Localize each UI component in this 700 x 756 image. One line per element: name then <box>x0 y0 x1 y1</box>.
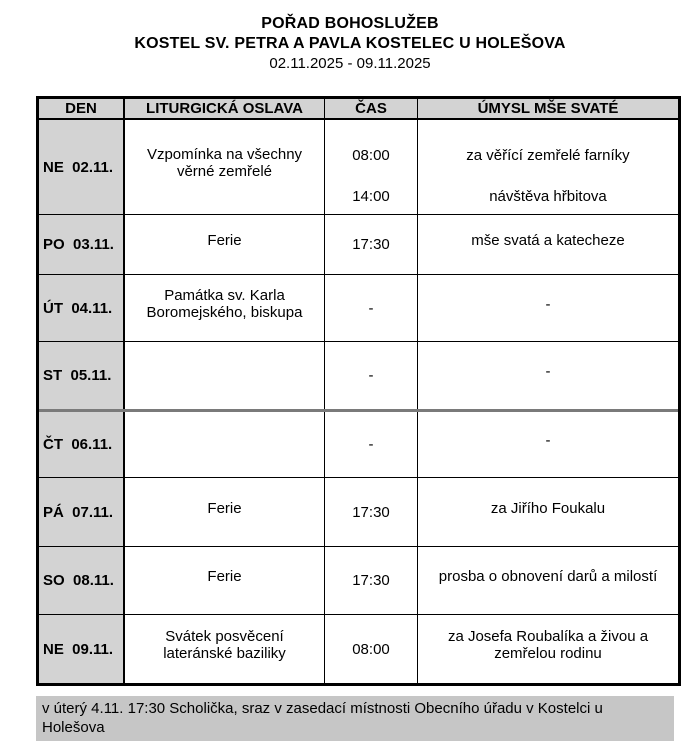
celebration-cell: Svátek posvěcení lateránské baziliky <box>125 615 325 683</box>
table-header-row <box>39 99 678 120</box>
date-range: 02.11.2025 - 09.11.2025 <box>269 55 431 72</box>
celebration-cell: Ferie <box>125 478 325 546</box>
day-cell: NE 02.11. <box>39 120 125 214</box>
time-cell <box>325 120 418 214</box>
intention-entry: návštěva hřbitova <box>489 188 607 205</box>
intention-cell: mše svatá a katecheze <box>471 232 625 249</box>
intention-cell: - <box>545 363 551 380</box>
table-row-sunday-09 <box>39 614 678 683</box>
celebration-cell: Vzpomínka na všechny věrné zemřelé <box>125 120 325 214</box>
time-cell: 08:00 <box>325 615 418 683</box>
column-header-intention: ÚMYSL MŠE SVATÉ <box>477 100 619 117</box>
table-row-sunday-02 <box>39 120 678 214</box>
celebration-cell <box>125 412 325 477</box>
time-cell: - <box>325 412 418 477</box>
celebration-cell <box>125 342 325 409</box>
column-header-time: ČAS <box>325 99 418 118</box>
church-name: KOSTEL SV. PETRA A PAVLA KOSTELEC U HOLEŠOVA <box>134 35 566 52</box>
day-cell: ST 05.11. <box>39 342 125 409</box>
table-row-friday-07 <box>39 477 678 546</box>
day-cell: PO 03.11. <box>39 215 125 274</box>
table-row-wednesday-05 <box>39 341 678 409</box>
time-stack <box>344 120 398 205</box>
day-cell: ČT 06.11. <box>39 412 125 477</box>
day-cell: PÁ 07.11. <box>39 478 125 546</box>
table-row-thursday-06 <box>39 409 678 477</box>
celebration-cell: Ferie <box>125 547 325 614</box>
celebration-cell: Památka sv. Karla Boromejského, biskupa <box>125 275 325 341</box>
intention-entry: za věřící zemřelé farníky <box>466 147 630 164</box>
schedule-table <box>36 96 681 686</box>
time-cell: - <box>325 342 418 409</box>
time-cell: - <box>325 275 418 341</box>
intention-stack <box>458 120 637 205</box>
table-row-tuesday-04 <box>39 274 678 341</box>
table-row-monday-03 <box>39 214 678 274</box>
column-header-day: DEN <box>39 99 125 118</box>
intention-cell: prosba o obnovení darů a milostí <box>438 568 658 585</box>
time-entry: 14:00 <box>352 188 390 205</box>
day-cell: ÚT 04.11. <box>39 275 125 341</box>
time-entry: 08:00 <box>352 147 390 164</box>
footer-note: v úterý 4.11. 17:30 Scholička, sraz v zasedací místnosti Obecního úřadu v Kostelci u Holešova <box>36 696 674 741</box>
day-cell: SO 08.11. <box>39 547 125 614</box>
intention-cell: - <box>545 432 551 449</box>
page-title: POŘAD BOHOSLUŽEB <box>261 15 439 32</box>
time-cell: 17:30 <box>325 215 418 274</box>
intention-cell <box>418 120 678 214</box>
intention-cell: - <box>545 295 551 313</box>
time-cell: 17:30 <box>325 478 418 546</box>
column-header-celebration: LITURGICKÁ OSLAVA <box>125 99 325 118</box>
day-cell: NE 09.11. <box>39 615 125 683</box>
time-cell: 17:30 <box>325 547 418 614</box>
table-row-saturday-08 <box>39 546 678 614</box>
intention-cell: za Jiřího Foukalu <box>490 499 606 517</box>
intention-cell: za Josefa Roubalíka a živou a zemřelou rodinu <box>447 628 649 662</box>
document-header <box>0 0 700 74</box>
celebration-cell: Ferie <box>125 215 325 274</box>
